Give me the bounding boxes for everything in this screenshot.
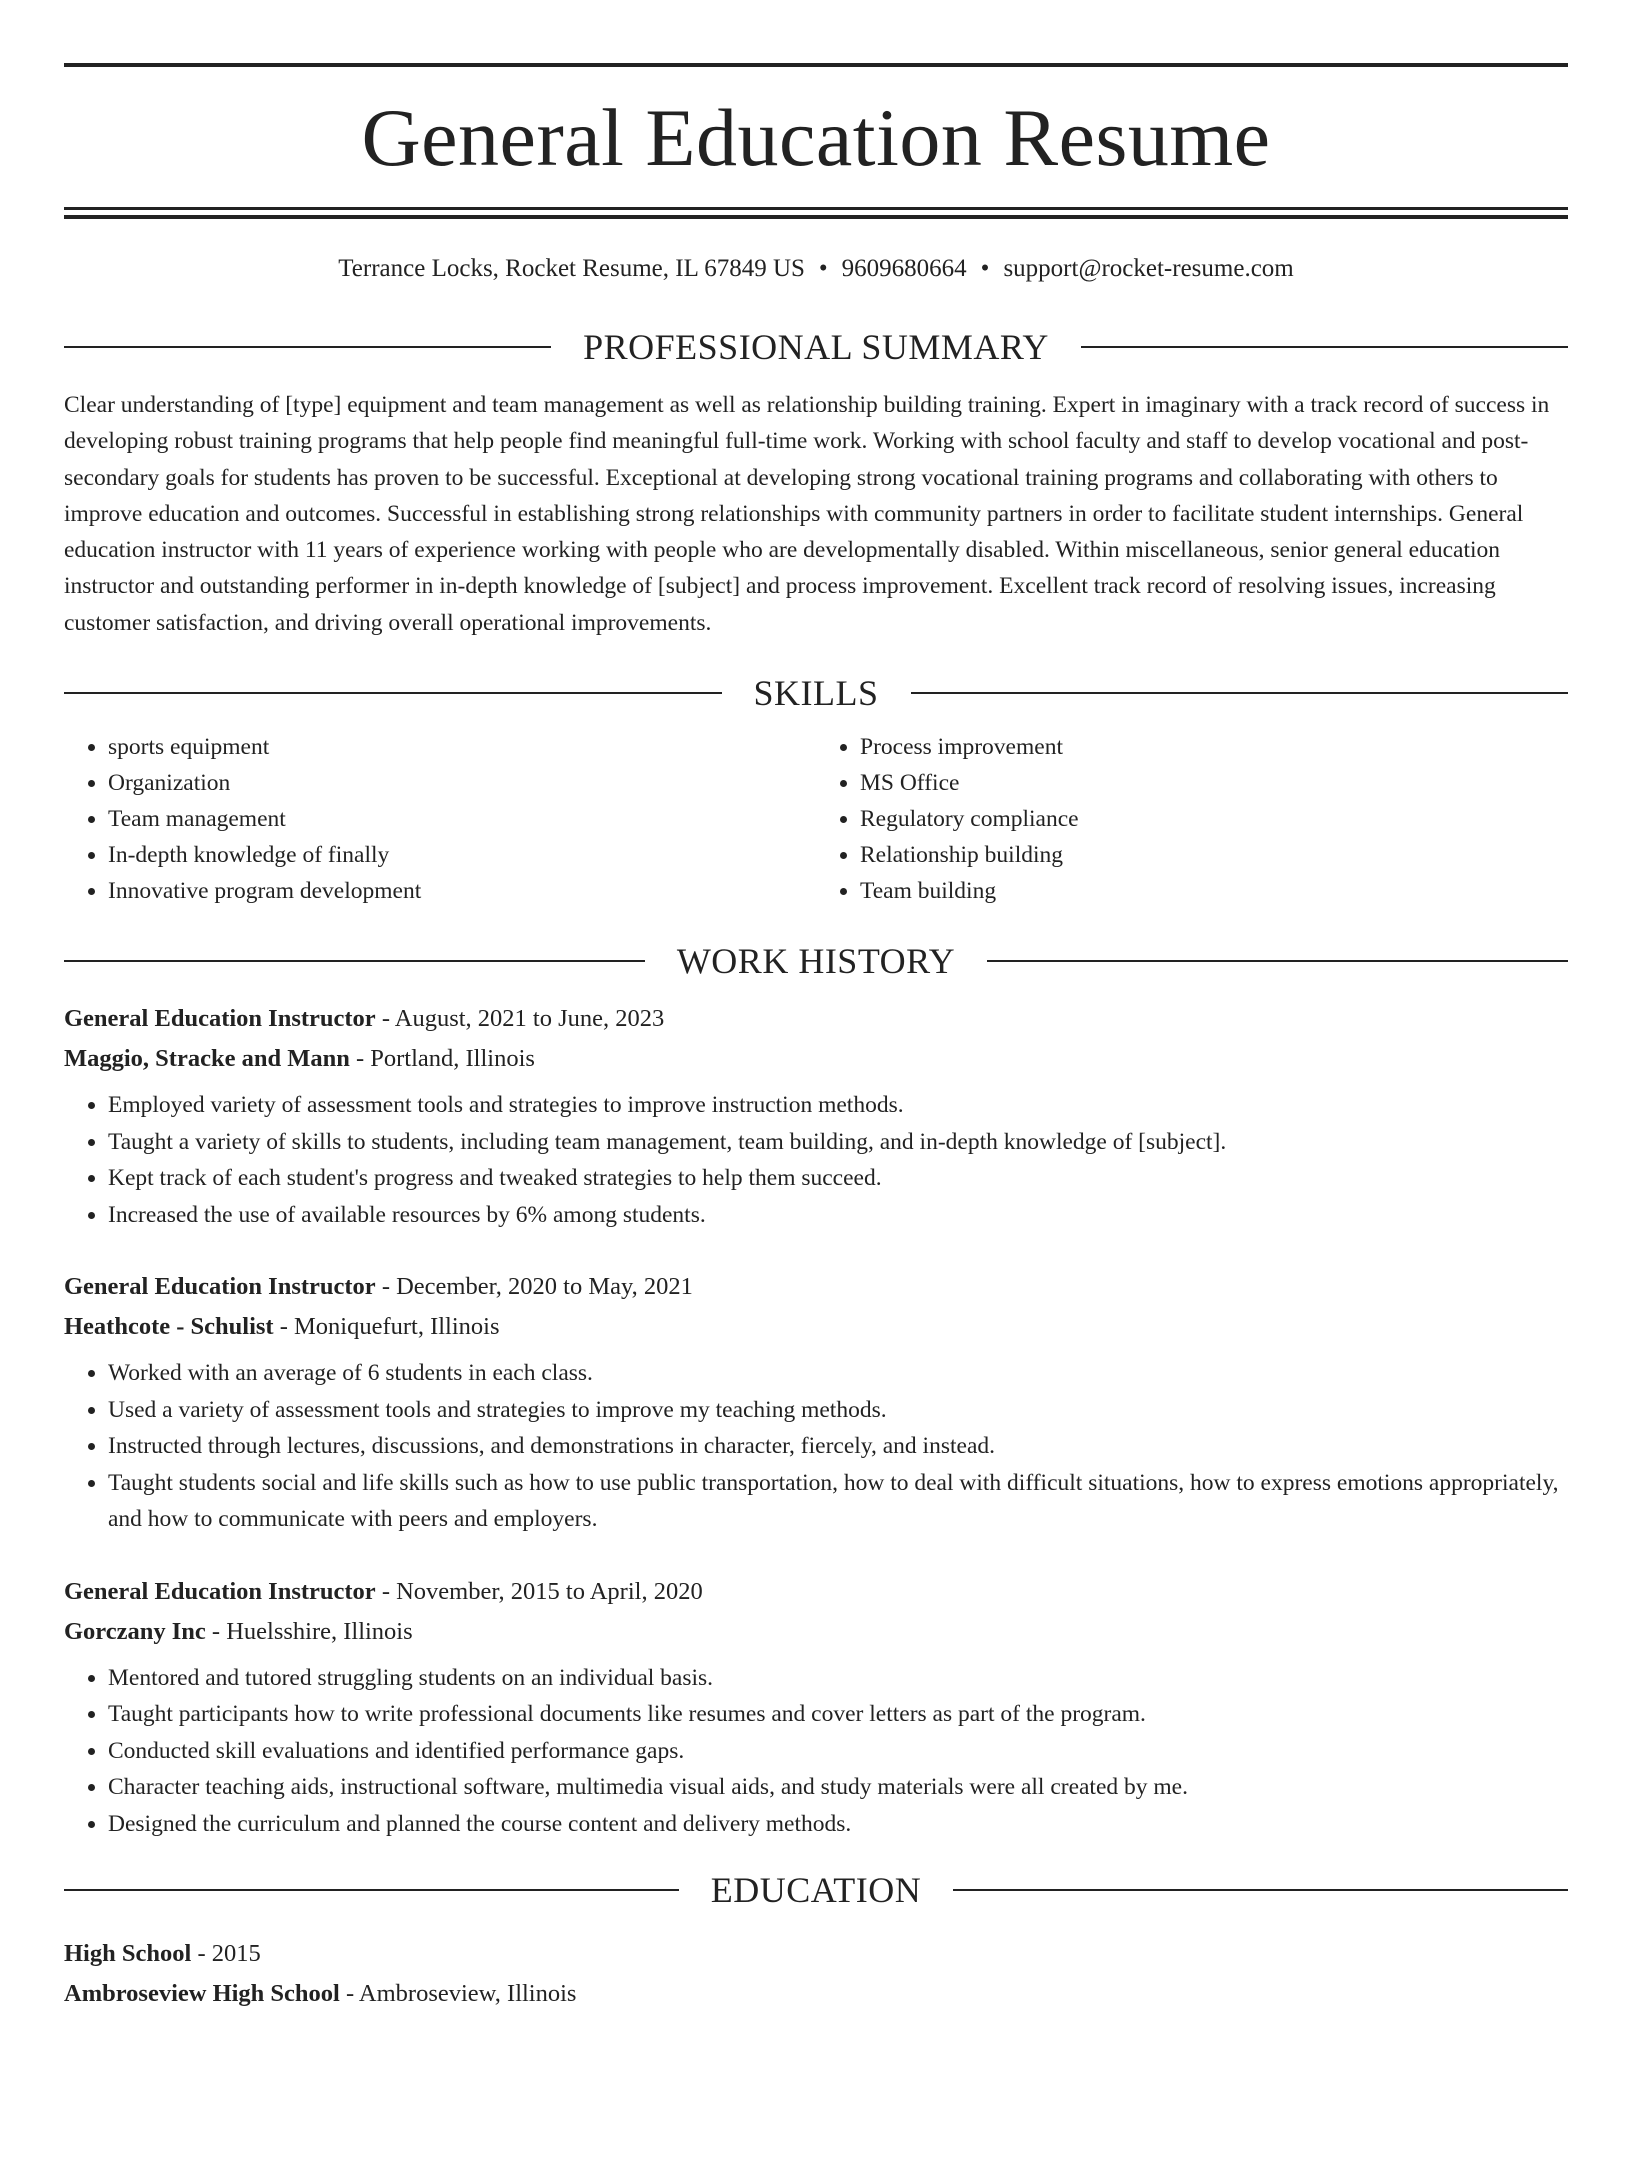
skills-column-right <box>816 729 1568 909</box>
job-bullet: • Character teaching aids, instructional software, multimedia visual aids, and study materials were all created by me. <box>108 1769 1568 1806</box>
job-entry <box>64 999 1568 1233</box>
heading-rule-left <box>64 692 722 694</box>
education-year: - 2015 <box>191 1940 261 1968</box>
contact-separator: • <box>818 255 828 282</box>
heading-rule-left <box>64 346 551 348</box>
job-bullet: • Conducted skill evaluations and identified performance gaps. <box>108 1733 1568 1770</box>
summary-section-heading <box>64 329 1568 365</box>
skill-item: • sports equipment <box>108 729 816 765</box>
job-bullet: • Taught students social and life skills such as how to use public transportation, how to deal with difficult situations, how to express emotions appropriately, and how to communicate with peers and employers. <box>108 1465 1568 1538</box>
job-entry <box>64 1572 1568 1843</box>
job-company-line <box>64 1039 1568 1079</box>
education-location: - Ambroseview, Illinois <box>339 1980 577 2008</box>
job-location: - Portland, Illinois <box>349 1045 535 1073</box>
skill-item: • Regulatory compliance <box>860 801 1568 837</box>
title-double-rule <box>64 207 1568 219</box>
skills-column-left <box>64 729 816 909</box>
job-dates: - December, 2020 to May, 2021 <box>375 1273 693 1301</box>
job-bullet: • Used a variety of assessment tools and strategies to improve my teaching methods. <box>108 1392 1568 1429</box>
job-bullet: • Increased the use of available resources by 6% among students. <box>108 1197 1568 1234</box>
job-company-line <box>64 1307 1568 1347</box>
job-location: - Huelsshire, Illinois <box>205 1617 413 1645</box>
heading-rule-right <box>987 960 1568 962</box>
education-entry <box>64 1934 1568 2014</box>
job-title-line <box>64 1572 1568 1612</box>
job-bullets <box>64 1355 1568 1538</box>
education-degree: High School <box>64 1940 192 1968</box>
skill-item: • Organization <box>108 765 816 801</box>
heading-rule-left <box>64 960 645 962</box>
skill-item: • In-depth knowledge of finally <box>108 837 816 873</box>
job-bullet: • Employed variety of assessment tools and strategies to improve instruction methods. <box>108 1087 1568 1124</box>
job-bullet: • Designed the curriculum and planned the course content and delivery methods. <box>108 1806 1568 1843</box>
contact-line <box>64 254 1568 284</box>
education-school-line <box>64 1974 1568 2014</box>
skills-list <box>64 729 1568 909</box>
education-heading: EDUCATION <box>710 1870 922 1911</box>
skills-section-heading <box>64 673 1568 714</box>
job-title: General Education Instructor <box>64 1005 376 1033</box>
skill-item: • Process improvement <box>860 729 1568 765</box>
work-heading: WORK HISTORY <box>676 941 956 982</box>
skills-heading: SKILLS <box>753 673 879 714</box>
skill-item: • MS Office <box>860 765 1568 801</box>
skill-item: • Relationship building <box>860 837 1568 873</box>
summary-text: Clear understanding of [type] equipment and team management as well as relationship building training. Expert in imaginary with a track record of success in developing robust training programs that help people find meaningful full-time work. Working with school faculty and staff to develop vocational and post-secondary goals for students has proven to be successful. Exceptional at developing strong vocational training programs and collaborating with others to improve education and outcomes. Successful in establishing strong relationships with community partners in order to facilitate student internships. General education instructor with 11 years of experience working with people who are developmentally disabled. Within miscellaneous, senior general education instructor and outstanding performer in in-depth knowledge of [subject] and process improvement. Excellent track record of resolving issues, increasing customer satisfaction, and driving overall operational improvements. <box>64 392 1550 636</box>
job-bullet: • Mentored and tutored struggling students on an individual basis. <box>108 1660 1568 1697</box>
job-title-line <box>64 1267 1568 1307</box>
contact-address: Terrance Locks, Rocket Resume, IL 67849 US <box>338 255 805 282</box>
skill-item: • Innovative program development <box>108 873 816 909</box>
job-bullet: • Taught a variety of skills to students, including team management, team building, and in-depth knowledge of [subject]. <box>108 1124 1568 1161</box>
job-title: General Education Instructor <box>64 1577 376 1605</box>
education-section-heading <box>64 1870 1568 1911</box>
job-company-line <box>64 1612 1568 1652</box>
job-entry <box>64 1267 1568 1538</box>
job-bullet: • Taught participants how to write professional documents like resumes and cover letters as part of the program. <box>108 1696 1568 1733</box>
job-bullets <box>64 1660 1568 1843</box>
contact-separator: • <box>980 255 990 282</box>
heading-rule-right <box>911 692 1569 694</box>
job-bullet: • Kept track of each student's progress and tweaked strategies to help them succeed. <box>108 1160 1568 1197</box>
job-bullet: • Worked with an average of 6 students in each class. <box>108 1355 1568 1392</box>
contact-email: support@rocket-resume.com <box>1003 255 1294 282</box>
job-company: Maggio, Stracke and Mann <box>64 1045 350 1073</box>
job-company: Gorczany Inc <box>64 1617 206 1645</box>
education-school: Ambroseview High School <box>64 1980 340 2008</box>
education-degree-line <box>64 1934 1568 1974</box>
job-location: - Moniquefurt, Illinois <box>273 1313 500 1341</box>
job-dates: - August, 2021 to June, 2023 <box>375 1005 665 1033</box>
resume-page <box>0 63 1632 2175</box>
heading-rule-right <box>953 1889 1568 1891</box>
work-section-heading <box>64 941 1568 982</box>
job-title: General Education Instructor <box>64 1273 376 1301</box>
job-bullet: • Instructed through lectures, discussions, and demonstrations in character, fiercely, and instead. <box>108 1428 1568 1465</box>
skill-item: • Team management <box>108 801 816 837</box>
job-dates: - November, 2015 to April, 2020 <box>375 1577 703 1605</box>
heading-rule-left <box>64 1889 679 1891</box>
job-bullets <box>64 1087 1568 1233</box>
skill-item: • Team building <box>860 873 1568 909</box>
page-title: General Education Resume <box>361 92 1271 183</box>
contact-phone: 9609680664 <box>841 255 967 282</box>
heading-rule-right <box>1081 346 1568 348</box>
top-rule <box>64 63 1568 67</box>
job-title-line <box>64 999 1568 1039</box>
job-company: Heathcote - Schulist <box>64 1313 274 1341</box>
summary-heading: PROFESSIONAL SUMMARY <box>583 327 1049 367</box>
